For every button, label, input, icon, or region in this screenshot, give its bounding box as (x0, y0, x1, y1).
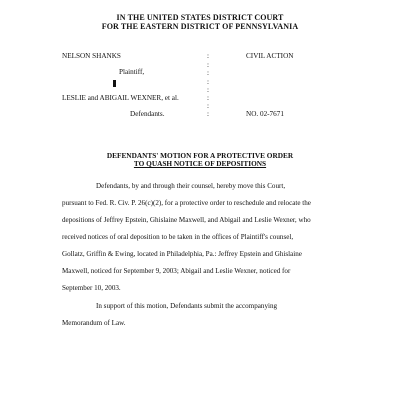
body-text-line: Defendants, by and through their counsel, hereby move this Court, (96, 182, 286, 190)
body-text-line: Gollatz, Griffin & Ewing, located in Philadelphia, Pa.: Jeffrey Epstein and Ghislaine (62, 250, 302, 258)
caption-separator: : (207, 78, 209, 86)
body-text-line: pursuant to Fed. R. Civ. P. 26(c)(2), for a protective order to reschedule and relocate the (62, 199, 311, 207)
motion-title-line2-text: TO QUASH NOTICE OF DEPOSITIONS (133, 159, 267, 168)
caption-separator: : (207, 94, 209, 102)
caption-separator: : (207, 86, 209, 94)
plaintiff-name: NELSON SHANKS (62, 52, 121, 60)
body-text-line: depositions of Jeffrey Epstein, Ghislaine Maxwell, and Abigail and Leslie Wexner, who (62, 216, 311, 224)
caption-separator: : (207, 52, 209, 60)
caption-separator: : (207, 102, 209, 110)
court-name-line1: IN THE UNITED STATES DISTRICT COURT (116, 13, 284, 22)
body-text-line: September 10, 2003. (62, 284, 121, 292)
caption-separator: : (207, 69, 209, 77)
body-text-line: Memorandum of Law. (62, 319, 126, 327)
action-type: CIVIL ACTION (246, 52, 294, 60)
caption-separator: : (207, 110, 209, 118)
body-text-line: received notices of oral deposition to be taken in the offices of Plaintiff's counsel, (62, 233, 294, 241)
redaction-mark (113, 80, 116, 87)
motion-title-line1: DEFENDANTS' MOTION FOR A PROTECTIVE ORDER (106, 151, 294, 160)
caption-separator: : (207, 61, 209, 69)
defendant-role: Defendants. (130, 110, 165, 118)
motion-title-line2 (0, 159, 400, 168)
plaintiff-role: Plaintiff, (119, 68, 145, 76)
defendant-names: LESLIE and ABIGAIL WEXNER, et al. (62, 94, 179, 102)
court-name-line2: FOR THE EASTERN DISTRICT OF PENNSYLVANIA (101, 22, 299, 31)
body-text-line: Maxwell, noticed for September 9, 2003; Abigail and Leslie Wexner, noticed for (62, 267, 291, 275)
case-number: NO. 02-7671 (246, 110, 284, 118)
body-text-line: In support of this motion, Defendants submit the accompanying (96, 302, 278, 310)
